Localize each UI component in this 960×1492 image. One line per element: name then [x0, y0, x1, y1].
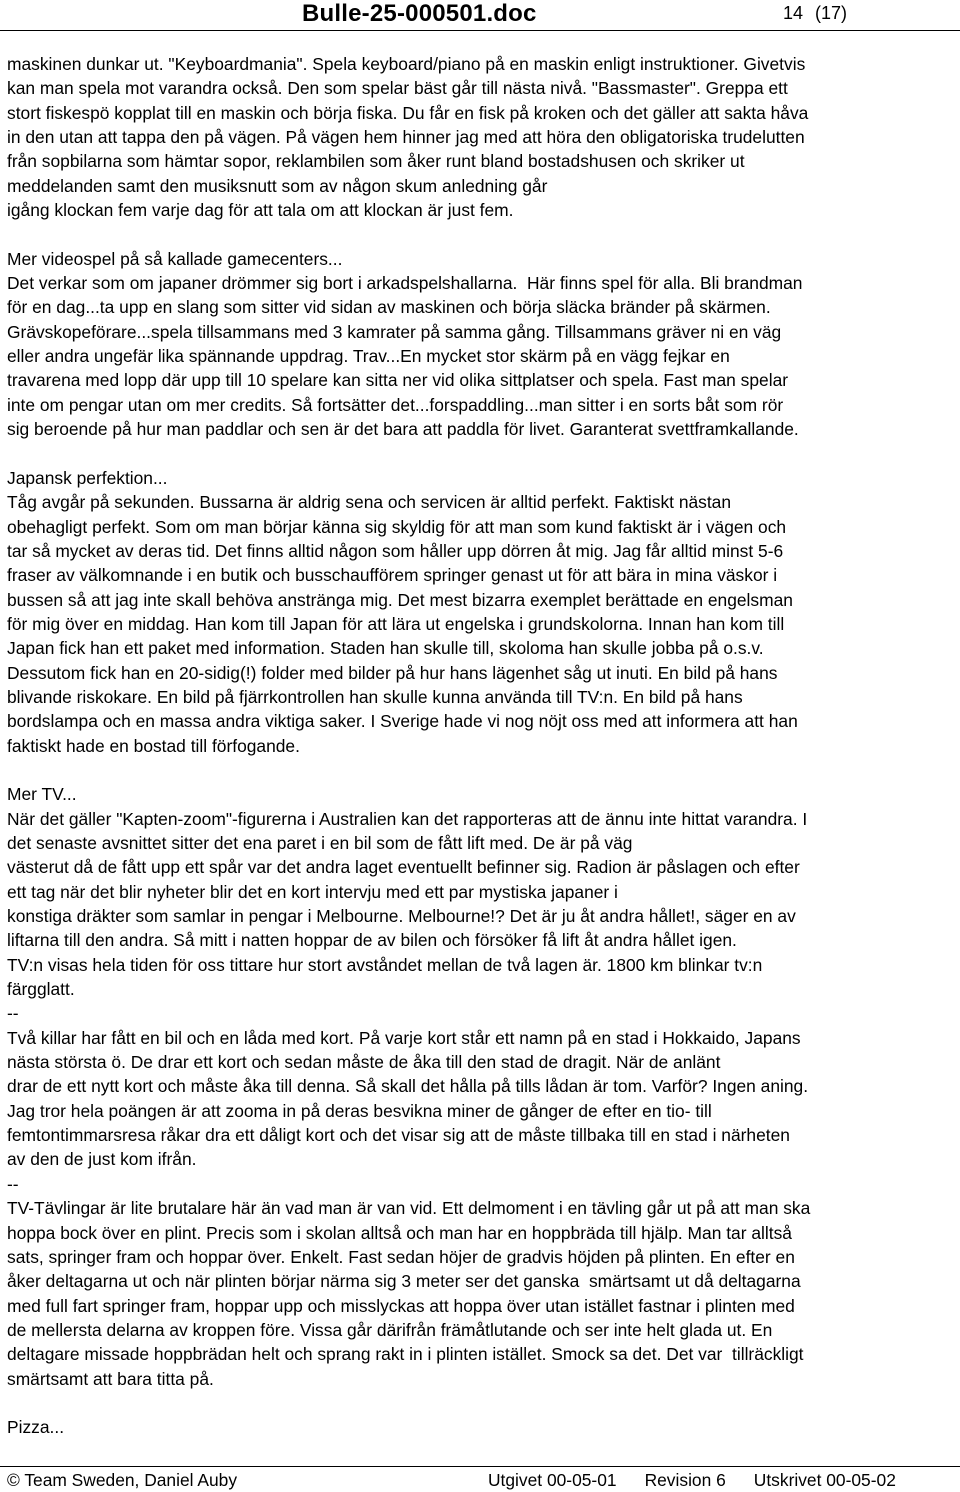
- footer-printed-date: Utskrivet 00-05-02: [753, 1470, 896, 1490]
- blank-line: [7, 758, 953, 782]
- footer-published-date: Utgivet 00-05-01: [488, 1470, 617, 1490]
- body-text-line: travarena med lopp där upp till 10 spelare kan sitta ner vid olika sittplatser och spela. Fast man spelar: [7, 370, 789, 391]
- body-text-line: Det verkar som om japaner drömmer sig bort i arkadspelshallarna. Här finns spel för alla. Bli brandman: [7, 273, 803, 294]
- body-text-line: Grävskopeförare...spela tillsammans med 3 kamrater på samma gång. Tillsammans gräver ni en väg: [7, 321, 782, 342]
- body-text-line: färgglatt.: [7, 979, 75, 1000]
- body-text-line: Mer videospel på så kallade gamecenters...: [7, 248, 343, 269]
- body-text-line: faktiskt hade en bostad till förfogande.: [7, 735, 300, 756]
- body-text-line: --: [7, 1173, 19, 1194]
- current-page: 14: [783, 3, 804, 23]
- body-text-line: konstiga dräkter som samlar in pengar i Melbourne. Melbourne!? Det är ju åt andra hållet!, säger en av: [7, 906, 796, 927]
- body-text-line: kan man spela mot varandra också. Den som spelar bäst går till nästa nivå. "Bassmaster". Greppa ett: [7, 78, 788, 99]
- body-text-line: stort fiskespö kopplat till en maskin och börja fiska. Du får en fisk på kroken och det gäller att sakta håva: [7, 102, 809, 123]
- body-text-line: tar så mycket av deras tid. Det finns alltid någon som håller upp dörren åt mig. Jag får alltid minst 5-6: [7, 540, 784, 561]
- body-text-line: Mer TV...: [7, 784, 77, 805]
- blank-line: [7, 442, 953, 466]
- body-text-line: de mellersta delarna av kroppen före. Vissa går därifrån främåtlutande och ser inte helt glada ut. En: [7, 1319, 773, 1340]
- body-text-line: för en dag...ta upp en slang som sitter vid sidan av maskinen och börja släcka bränder på skärmen.: [7, 297, 771, 318]
- body-text-line: västerut då de fått upp ett spår var det andra laget eventuellt befinner sig. Radion är påslagen och efter: [7, 857, 800, 878]
- body-text-line: inte om pengar utan om mer credits. Så fortsätter det...forspaddling...man sitter i en sorts båt som rör: [7, 394, 784, 415]
- body-text-line: Två killar har fått en bil och en låda med kort. På varje kort står ett namn på en stad i Hokkaido, Japans: [7, 1027, 801, 1048]
- body-text-line: bordslampa och en massa andra viktiga saker. I Sverige hade vi nog nöjt oss med att informera att han: [7, 711, 798, 732]
- body-text-line: smärtsamt att bara titta på.: [7, 1368, 214, 1389]
- blank-line: [7, 1391, 953, 1415]
- document-body: [7, 52, 953, 1440]
- body-text-line: obehagligt perfekt. Som om man börjar känna sig skyldig för att man som kund faktiskt är i vägen och: [7, 516, 787, 537]
- body-text-line: blivande riskokare. En bild på fjärrkontrollen han skulle kunna använda till TV:n. En bild på hans: [7, 686, 743, 707]
- body-text-line: från sopbilarna som hämtar sopor, reklambilen som åker runt bland bostadshusen och skriker ut: [7, 151, 745, 172]
- body-text-line: sig beroende på hur man paddlar och sen är det bara att paddla för livet. Garanterat svettframkallande.: [7, 419, 799, 440]
- body-text-line: ett tag när det blir nyheter blir det en kort intervju med ett par mystiska japaner i: [7, 881, 618, 902]
- body-text-line: hoppa bock över en plint. Precis som i skolan alltså och man har en hoppbräda till hjälp. Man tar alltså: [7, 1222, 792, 1243]
- body-text-line: in den utan att tappa den på vägen. På vägen hem hinner jag med att höra den obligatoriska trudelutten: [7, 127, 805, 148]
- body-text-line: nästa största ö. De drar ett kort och sedan måste de åka till den stad de dragit. När de anlänt: [7, 1052, 721, 1073]
- footer-copyright: © Team Sweden, Daniel Auby: [7, 1470, 238, 1490]
- page-header: [0, 0, 960, 31]
- document-title: Bulle-25-000501.doc: [302, 0, 537, 27]
- body-text-line: När det gäller "Kapten-zoom"-figurerna i Australien kan det rapporteras att de ännu inte hittat varandra. I: [7, 808, 808, 829]
- body-text-line: TV-Tävlingar är lite brutalare här än vad man är van vid. Ett delmoment i en tävling går ut på att man ska: [7, 1198, 811, 1219]
- body-text-line: meddelanden samt den musiksnutt som av någon skum anledning går: [7, 175, 548, 196]
- body-text-line: Japansk perfektion...: [7, 467, 168, 488]
- body-text-line: bussen så att jag inte skall behöva anstränga mig. Det mest bizarra exemplet berättade en engelsman: [7, 589, 793, 610]
- body-text-line: åker deltagarna ut och när plinten börjar närma sig 3 meter ser det ganska smärtsamt ut då deltagarna: [7, 1271, 801, 1292]
- body-text-line: deltagare missade hoppbrädan helt och sprang rakt in i plinten istället. Smock sa det. Det var tillräckligt: [7, 1344, 804, 1365]
- body-text-line: av den de just kom ifrån.: [7, 1149, 197, 1170]
- body-text-line: Tåg avgår på sekunden. Bussarna är aldrig sena och servicen är alltid perfekt. Faktiskt nästan: [7, 492, 732, 513]
- footer-publication-info: [488, 1470, 896, 1491]
- body-text-line: liftarna till den andra. Så mitt i natten hoppar de av bilen och försöker få lift åt andra hållet igen.: [7, 930, 737, 951]
- body-text-line: för mig över en middag. Han kom till Japan för att lära ut engelska i grundskolorna. Innan han kom till: [7, 613, 785, 634]
- body-text-line: maskinen dunkar ut. "Keyboardmania". Spela keyboard/piano på en maskin enligt instruktioner. Givetvis: [7, 54, 806, 74]
- body-text-line: --: [7, 1003, 19, 1024]
- body-text-line: det senaste avsnittet sitter det ena paret i en bil som de fått lift med. De är på väg: [7, 833, 633, 853]
- body-text-line: med full fart springer fram, hoppar upp och misslyckas att hoppa över utan istället fastnar i plinten med: [7, 1295, 795, 1316]
- body-text-line: igång klockan fem varje dag för att tala om att klockan är just fem.: [7, 200, 514, 221]
- body-text-line: Pizza...: [7, 1417, 65, 1438]
- body-text-line: Dessutom fick han en 20-sidig(!) folder med bilder på hur hans lägenhet såg ut inuti. En bild på hans: [7, 662, 778, 683]
- body-text-line: drar de ett nytt kort och måste åka till denna. Så skall det hålla på tills lådan är tom. Varför? Ingen aning.: [7, 1076, 809, 1097]
- page-number: [783, 3, 847, 24]
- total-pages: (17): [815, 3, 848, 23]
- body-text-line: Japan fick han ett paket med information. Staden han skulle till, skoloma han skulle jobba på o.s.v.: [7, 638, 764, 659]
- footer-revision: Revision 6: [644, 1470, 726, 1490]
- body-text-line: sats, springer fram och hoppar över. Enkelt. Fast sedan höjer de gradvis höjden på plinten. En efter en: [7, 1246, 795, 1267]
- blank-line: [7, 222, 953, 246]
- body-text-line: eller andra ungefär lika spännande uppdrag. Trav...En mycket stor skärm på en vägg fejkar en: [7, 346, 730, 367]
- body-text-line: TV:n visas hela tiden för oss tittare hur stort avståndet mellan de två lagen är. 1800 km blinkar tv:n: [7, 954, 763, 975]
- body-text-line: fraser av välkomnande i en butik och busschaufförem springer genast ut för att bära in mina väskor i: [7, 565, 778, 586]
- body-text-line: Jag tror hela poängen är att zooma in på deras besvikna miner de gånger de efter en tio- till: [7, 1100, 712, 1121]
- body-text-line: femtontimmarsresa råkar dra ett dåligt kort och det visar sig att de måste tillbaka till en stad i närheten: [7, 1125, 790, 1146]
- page-footer: [0, 1466, 960, 1492]
